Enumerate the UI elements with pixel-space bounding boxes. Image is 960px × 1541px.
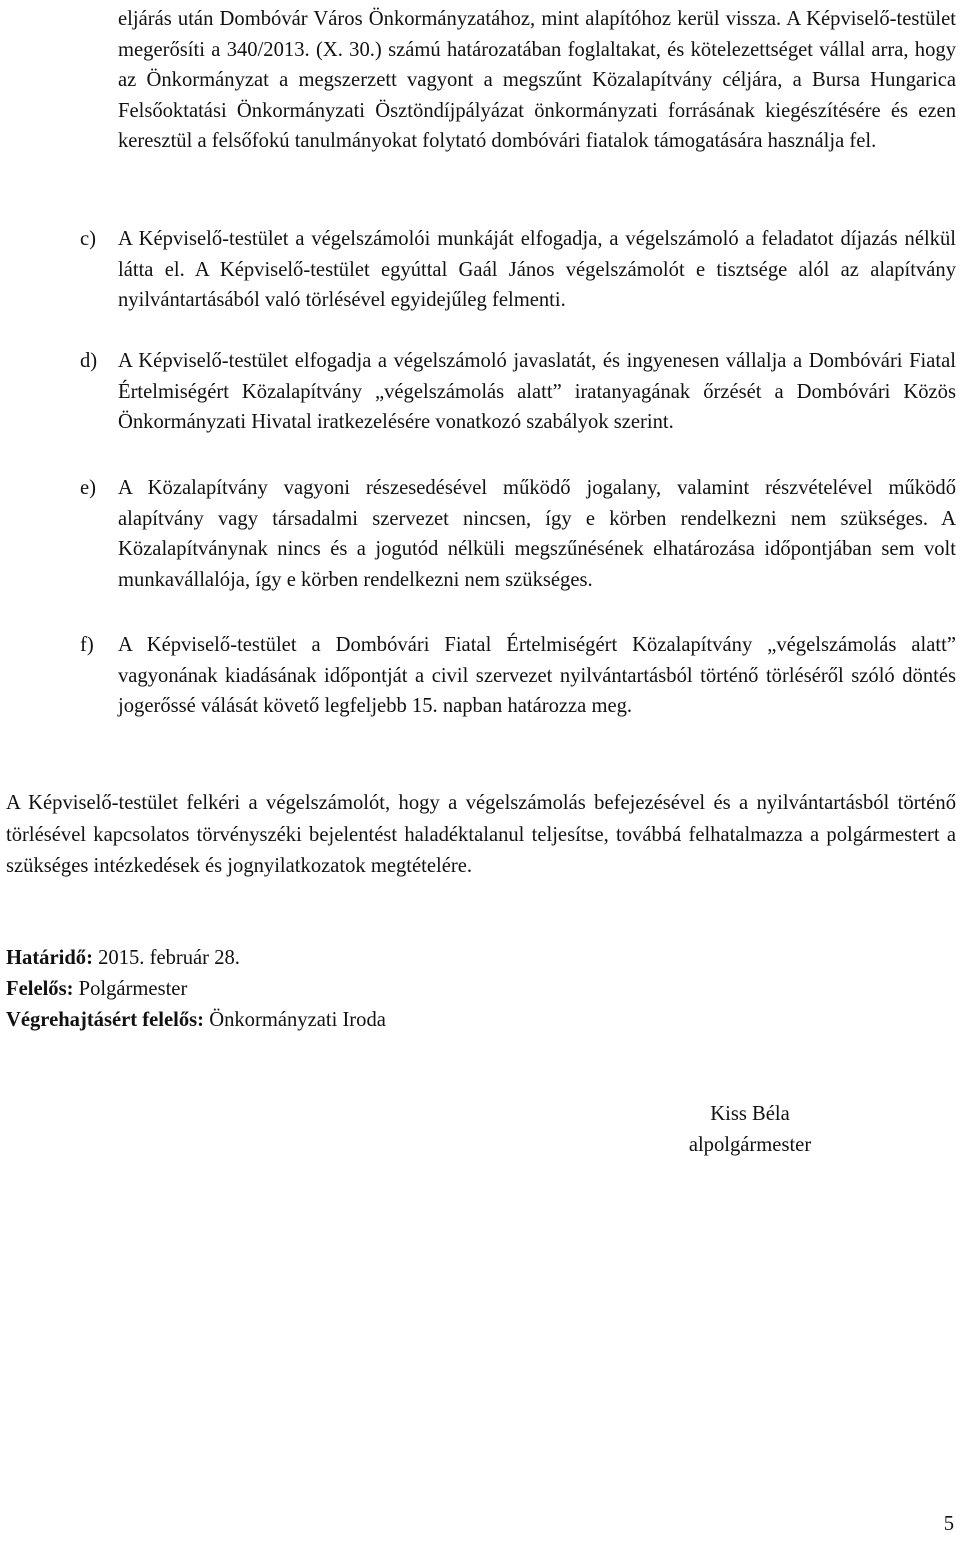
responsible-value: Polgármester bbox=[78, 978, 188, 1000]
list-marker: c) bbox=[80, 228, 96, 250]
responsible-label: Felelős: bbox=[6, 978, 74, 1000]
list-item-text: A Közalapítvány vagyoni részesedésével működő jogalany, valamint részvételével működő alapítvány vagy társadalmi szervezet nincsen, így e körben rendelkezni nem szükséges. A Közalapítványnak nincs és a jogutód nélküli megszűnésének elhatározása időpontjában sem volt munkavállalója, így e körben rendelkezni nem szükséges. bbox=[118, 477, 956, 591]
list-item-d bbox=[80, 346, 956, 438]
list-item-text: A Képviselő-testület elfogadja a végelszámoló javaslatát, és ingyenesen vállalja a Dombóvári Fiatal Értelmiségért Közalapítvány „végelszámolás alatt” iratanyagának őrzését a Dombóvári Közös Önkormányzati Hivatal iratkezelésére vonatkozó szabályok szerint. bbox=[118, 350, 956, 433]
list-item-text: A Képviselő-testület a Dombóvári Fiatal Értelmiségért Közalapítvány „végelszámolás alatt” vagyonának kiadásának időpontját a civil szervezet nyilvántartásból történő törléséről szóló döntés jogerőssé válását követő legfeljebb 15. napban határozza meg. bbox=[118, 634, 956, 717]
responsible-line bbox=[6, 974, 187, 1004]
continuation-paragraph: eljárás után Dombóvár Város Önkormányzatához, mint alapítóhoz kerül vissza. A Képviselő-testület megerősíti a 340/2013. (X. 30.) számú határozatában foglaltakat, és kötelezettséget vállal arra, hogy az Önkormányzat a megszerzett vagyont a megszűnt Közalapítvány céljára, a Bursa Hungarica Felsőoktatási Önkormányzati Ösztöndíjpályázat önkormányzati forrásának kiegészítésére és ezen keresztül a felsőfokú tanulmányokat folytató dombóvári fiatalok támogatására használja fel. bbox=[118, 8, 956, 152]
deadline-value: 2015. február 28. bbox=[98, 947, 240, 969]
list-item-c bbox=[80, 224, 956, 316]
deadline-line bbox=[6, 943, 240, 973]
list-marker: e) bbox=[80, 477, 96, 499]
list-item-f bbox=[80, 630, 956, 722]
list-item-e bbox=[80, 473, 956, 595]
deadline-label: Határidő: bbox=[6, 947, 93, 969]
closing-paragraph: A Képviselő-testület felkéri a végelszámolót, hogy a végelszámolás befejezésével és a nyilvántartásból történő törlésével kapcsolatos törvényszéki bejelentést haladéktalanul teljesítse, továbbá felhatalmazza a polgármestert a szükséges intézkedések és jognyilatkozatok megtételére. bbox=[6, 792, 956, 877]
list-marker: f) bbox=[80, 634, 94, 656]
signature-name: Kiss Béla bbox=[710, 1103, 790, 1125]
page-number: 5 bbox=[943, 1513, 954, 1535]
signature-title: alpolgármester bbox=[688, 1134, 812, 1156]
executor-value: Önkormányzati Iroda bbox=[209, 1009, 386, 1031]
list-marker: d) bbox=[80, 350, 98, 372]
signature-block bbox=[600, 1099, 900, 1161]
executor-line bbox=[6, 1005, 386, 1035]
list-item-text: A Képviselő-testület a végelszámolói munkáját elfogadja, a végelszámoló a feladatot díjazás nélkül látta el. A Képviselő-testület egyúttal Gaál János végelszámolót e tisztsége alól az alapítvány nyilvántartásából való törlésével egyidejűleg felmenti. bbox=[118, 228, 956, 311]
executor-label: Végrehajtásért felelős: bbox=[6, 1009, 205, 1031]
